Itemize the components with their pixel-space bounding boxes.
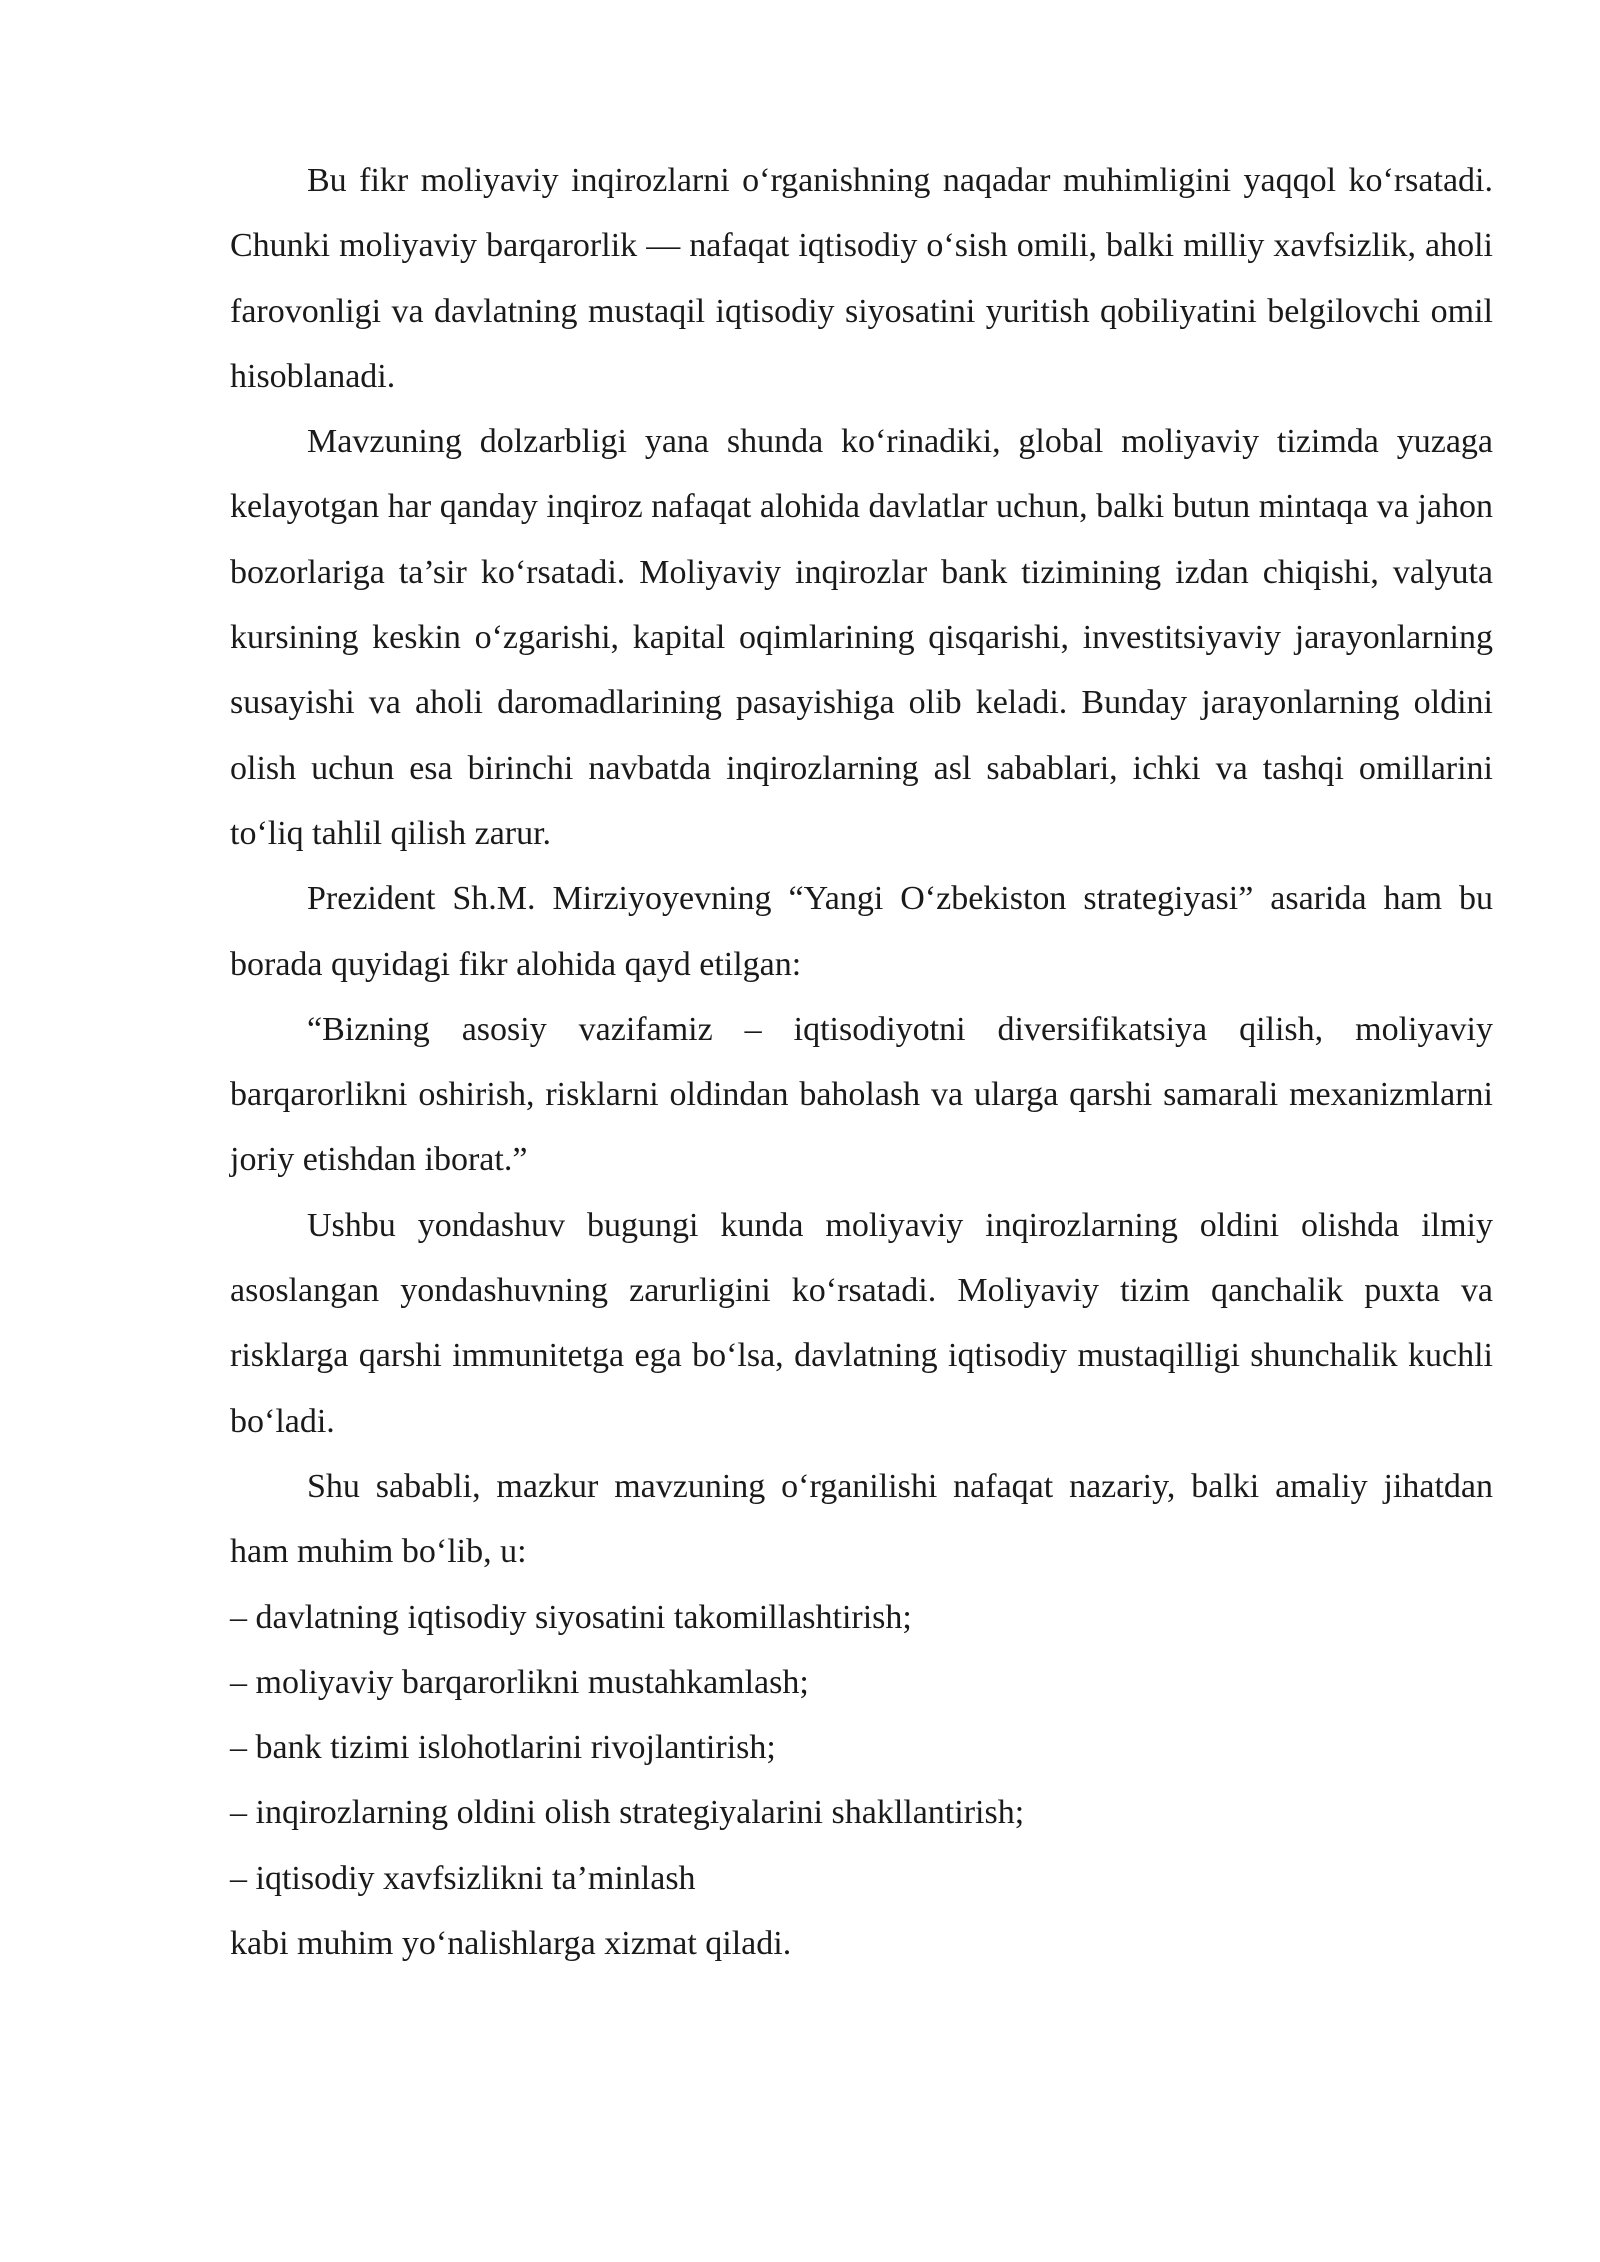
paragraph-financial-stability: Bu fikr moliyaviy inqirozlarni o‘rganishning naqadar muhimligini yaqqol ko‘rsatadi. Chunki moliyaviy barqarorlik — nafaqat iqtisodiy o‘sish omili, balki milliy xavfsizlik, aholi farovonligi va davlatning mustaqil iqtisodiy siyosatini yuritish qobiliyatini belgilovchi omil hisoblanadi. xyxy=(230,162,1493,395)
document-page xyxy=(230,148,1493,1976)
paragraph-president-intro: Prezident Sh.M. Mirziyoyevning “Yangi O‘zbekiston strategiyasi” asarida ham bu borada quyidagi fikr alohida qayd etilgan: xyxy=(230,880,1493,983)
paragraph-topic-relevance: Mavzuning dolzarbligi yana shunda ko‘rinadiki, global moliyaviy tizimda yuzaga kelayotgan har qanday inqiroz nafaqat alohida davlatlar uchun, balki butun mintaqa va jahon bozorlariga ta’sir ko‘rsatadi. Moliyaviy inqirozlar bank tizimining izdan chiqishi, valyuta kursining keskin o‘zgarishi, kapital oqimlarining qisqarishi, investitsiyaviy jarayonlarning susayishi va aholi daromadlarining pasayishiga olib keladi. Bunday jarayonlarning oldini olish uchun esa birinchi navbatda inqirozlarning asl sabablari, ichki va tashqi omillarini to‘liq tahlil qilish zarur. xyxy=(230,423,1493,852)
bullet-list xyxy=(230,1585,1493,1911)
list-item: – davlatning iqtisodiy siyosatini takomillashtirish; xyxy=(230,1598,912,1636)
paragraph-quote: “Bizning asosiy vazifamiz – iqtisodiyotni diversifikatsiya qilish, moliyaviy barqarorlikni oshirish, risklarni oldindan baholash va ularga qarshi samarali mexanizmlarni joriy etishdan iborat.” xyxy=(230,1010,1493,1179)
paragraph-conclusion-intro: Shu sababli, mazkur mavzuning o‘rganilishi nafaqat nazariy, balki amaliy jihatdan ham muhim bo‘lib, u: xyxy=(230,1467,1493,1571)
paragraph-approach: Ushbu yondashuv bugungi kunda moliyaviy inqirozlarning oldini olishda ilmiy asoslangan yondashuvning zarurligini ko‘rsatadi. Moliyaviy tizim qanchalik puxta va risklarga qarshi immunitetga ega bo‘lsa, davlatning iqtisodiy mustaqilligi shunchalik kuchli bo‘ladi. xyxy=(230,1206,1493,1440)
list-item: – inqirozlarning oldini olish strategiyalarini shakllantirish; xyxy=(230,1794,1025,1832)
closing-line: kabi muhim yo‘nalishlarga xizmat qiladi. xyxy=(230,1925,792,1963)
list-item: – moliyaviy barqarorlikni mustahkamlash; xyxy=(230,1663,809,1701)
list-item: – bank tizimi islohotlarini rivojlantirish; xyxy=(230,1729,776,1767)
list-item: – iqtisodiy xavfsizlikni ta’minlash xyxy=(230,1859,696,1897)
